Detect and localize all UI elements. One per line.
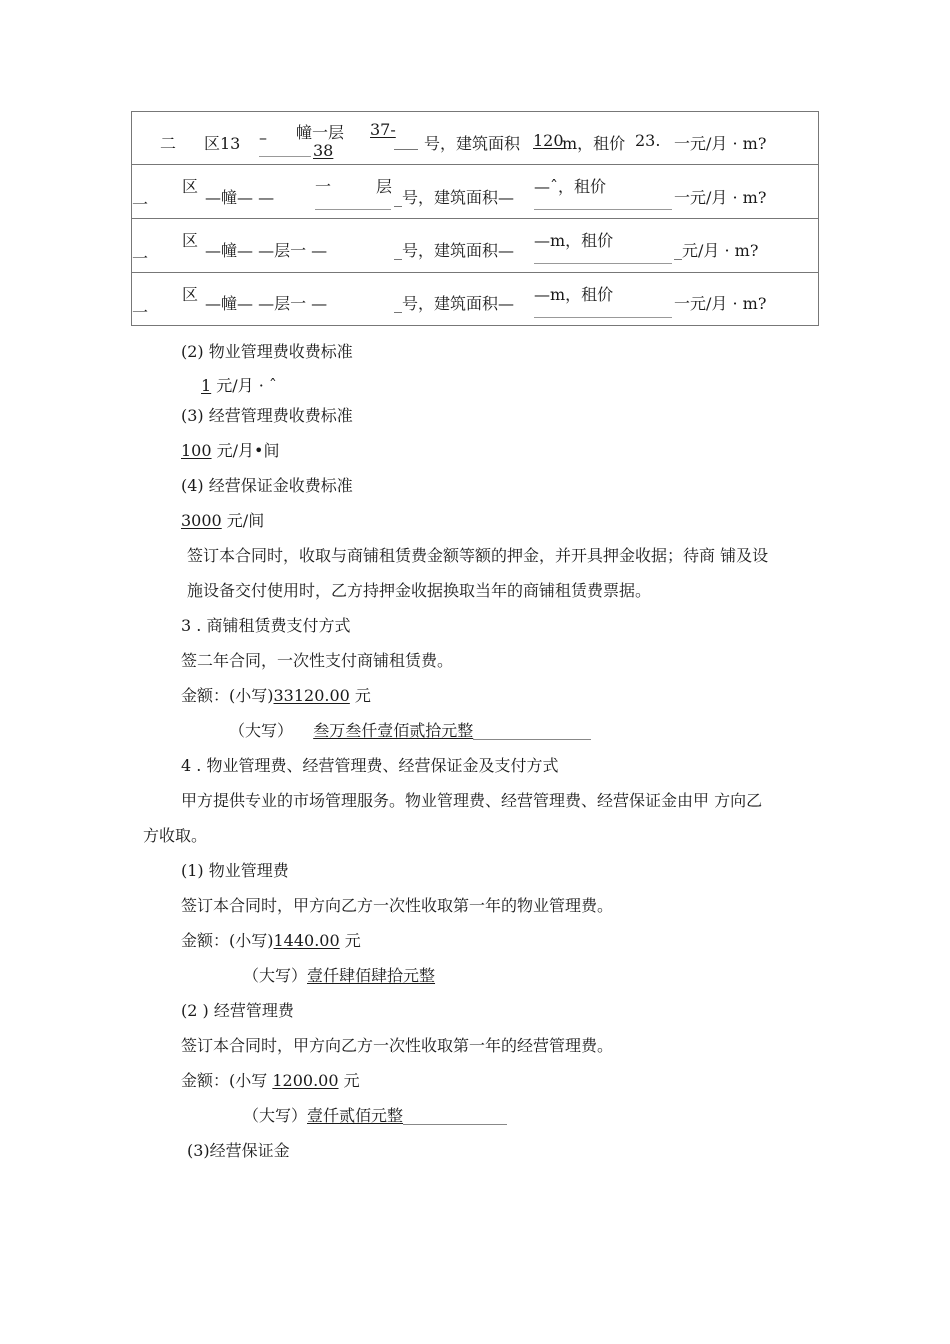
amount-value: 1440.00 [273, 931, 340, 950]
room-number-bottom: 38 [313, 141, 334, 160]
fee-value: 1 [201, 376, 212, 395]
amount-upper-line [243, 963, 435, 986]
room-number-top: 37- [370, 120, 396, 139]
price-underline [534, 263, 672, 264]
amount-upper-line [229, 718, 591, 741]
dash-mark: – [259, 128, 267, 147]
zone-label: 区 [182, 285, 199, 304]
price-unit: 一元/月 · m? [674, 188, 767, 207]
price-unit: 一元/月 · m? [674, 134, 767, 153]
paragraph-line: 签订本合同时，甲方向乙方一次性收取第一年的经营管理费。 [181, 1036, 614, 1055]
zone-label: 区 [182, 177, 199, 196]
fee-standard-line [201, 373, 277, 396]
section-title: (3) 经营管理费收费标准 [181, 406, 353, 425]
amount-value: 1200.00 [272, 1071, 339, 1090]
paragraph-line: 签订本合同时，收取与商铺租赁费金额等额的押金，并开具押金收据；待商 铺及设 [187, 546, 769, 565]
dong-label: —幢— —层一 — [205, 241, 328, 260]
blank-underline [473, 738, 591, 740]
floor-label: 层 [376, 177, 393, 196]
amount-upper-value: 壹仟肆佰肆拾元整 [307, 966, 436, 985]
rent-label: —ˆ，租价 [534, 177, 607, 196]
amount-upper-value: 叁万叁仟壹佰贰拾元整 [313, 721, 474, 740]
amount-upper-label: （大写） [243, 1106, 308, 1125]
section-title: (2) 物业管理费收费标准 [181, 342, 353, 361]
room-blank: ___ [394, 131, 418, 150]
amount-upper-label: （大写） [229, 721, 294, 740]
fee-value: 100 [181, 441, 212, 460]
price-value: 23. [635, 131, 661, 150]
amount-line [181, 1068, 360, 1091]
room-underline [259, 156, 311, 157]
section-title: (2 ) 经营管理费 [181, 1001, 294, 1020]
price-unit: 一元/月 · m? [674, 294, 767, 313]
blank-underline [403, 1123, 507, 1125]
dong-floor-label: 幢一层 [296, 123, 345, 142]
fee-unit: 元/月 · ˆ [211, 376, 277, 395]
section-title: 3 . 商铺租赁费支付方式 [181, 616, 351, 635]
amount-upper-value: 壹仟贰佰元整 [307, 1106, 404, 1125]
area-label: _号，建筑面积— [394, 241, 515, 260]
amount-label: 金额：(小写) [181, 931, 274, 950]
paragraph-line: 签订本合同时，甲方向乙方一次性收取第一年的物业管理费。 [181, 896, 614, 915]
amount-unit: 元 [339, 931, 361, 950]
rent-label: m，租价 [562, 134, 626, 153]
fee-value: 3000 [181, 511, 222, 530]
area-label: _号，建筑面积— [394, 188, 515, 207]
amount-line [181, 928, 361, 951]
row-prefix: 一 [132, 195, 149, 214]
amount-unit: 元 [338, 1071, 360, 1090]
amount-label: 金额：(小写 [181, 1071, 273, 1090]
zone-label: 区 [182, 231, 199, 250]
section-title: (3)经营保证金 [187, 1141, 290, 1160]
area-label: _号，建筑面积— [394, 294, 515, 313]
dong-label: —幢— — [205, 188, 275, 207]
rent-label: —m，租价 [534, 285, 614, 304]
fee-unit: 元/间 [221, 511, 265, 530]
area-value: 120 [533, 131, 564, 150]
rent-table [131, 111, 819, 326]
price-underline [534, 209, 672, 210]
row-prefix: 一 [132, 303, 149, 322]
paragraph-line: 方收取。 [143, 826, 208, 845]
fee-unit: 元/月•间 [211, 441, 280, 460]
section-title: (4) 经营保证金收费标准 [181, 476, 353, 495]
amount-upper-line [243, 1103, 507, 1126]
price-underline [534, 317, 672, 318]
fee-standard-line [181, 438, 279, 461]
yi-mark: 一 [315, 177, 332, 196]
table-divider [132, 218, 818, 219]
paragraph-line: 签二年合同，一次性支付商铺租赁费。 [181, 651, 454, 670]
fee-standard-line [181, 508, 264, 531]
price-unit: _元/月 · m? [674, 241, 759, 260]
paragraph-line: 施设备交付使用时，乙方持押金收据换取当年的商铺租赁费票据。 [187, 581, 652, 600]
table-divider [132, 164, 818, 165]
paragraph-line: 甲方提供专业的市场管理服务。物业管理费、经营管理费、经营保证金由甲 方向乙 [181, 791, 763, 810]
section-title: (1) 物业管理费 [181, 861, 289, 880]
amount-line [181, 683, 371, 706]
table-divider [132, 272, 818, 273]
dong-label: —幢— —层一 — [205, 294, 328, 313]
zone-label: 区13 [204, 134, 241, 153]
floor-underline [315, 209, 391, 210]
rent-label: —m，租价 [534, 231, 614, 250]
amount-value: 33120.00 [273, 686, 350, 705]
amount-upper-label: （大写） [243, 966, 308, 985]
area-label: 号，建筑面积 [424, 134, 521, 153]
amount-unit: 元 [349, 686, 371, 705]
amount-label: 金额：(小写) [181, 686, 274, 705]
row-prefix: 二 [160, 134, 177, 153]
section-title: 4 . 物业管理费、经营管理费、经营保证金及支付方式 [181, 756, 559, 775]
row-prefix: 一 [132, 249, 149, 268]
